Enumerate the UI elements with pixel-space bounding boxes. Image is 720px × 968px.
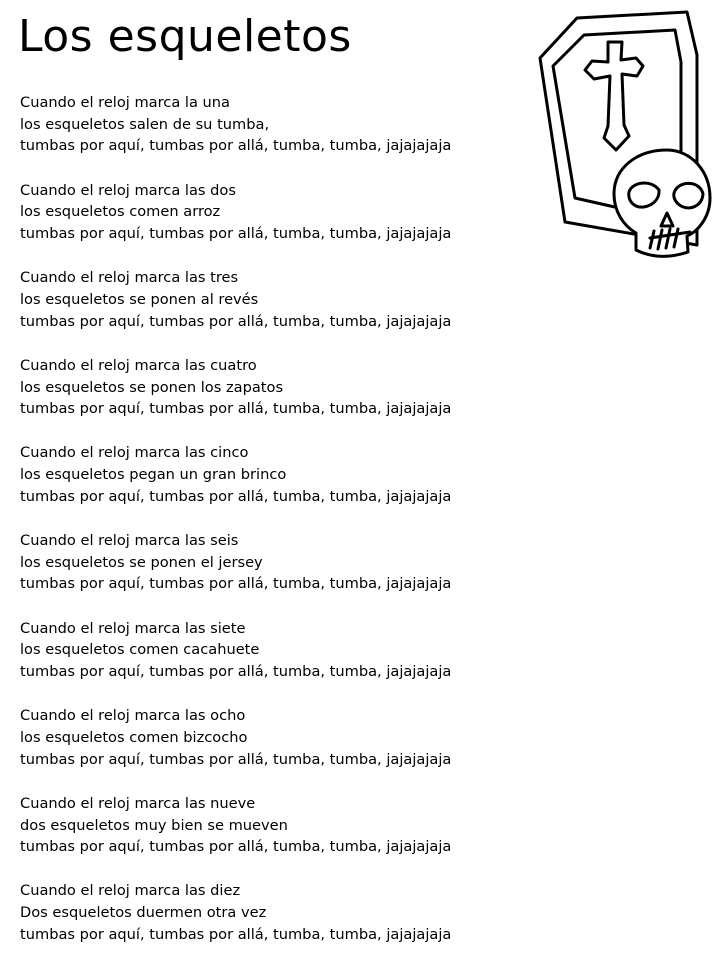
- lyric-line: los esqueletos comen cacahuete: [20, 641, 260, 659]
- stanza-7: [20, 618, 540, 683]
- lyric-line: Dos esqueletos duermen otra vez: [20, 904, 267, 922]
- stanza-10: [20, 880, 540, 945]
- lyric-line: tumbas por aquí, tumbas por allá, tumba, tumba, jajajajaja: [20, 838, 452, 856]
- lyric-line: los esqueletos salen de su tumba,: [20, 115, 270, 133]
- stanza-9: [20, 793, 540, 858]
- lyric-line: dos esqueletos muy bien se mueven: [20, 816, 288, 834]
- lyric-line: tumbas por aquí, tumbas por allá, tumba, tumba, jajajajaja: [20, 312, 452, 330]
- lyric-line: Cuando el reloj marca las dos: [20, 181, 236, 199]
- lyric-line: Cuando el reloj marca las seis: [20, 532, 239, 550]
- lyric-line: tumbas por aquí, tumbas por allá, tumba, tumba, jajajajaja: [20, 925, 452, 943]
- lyric-line: los esqueletos comen bizcocho: [20, 728, 248, 746]
- lyric-line: los esqueletos se ponen los zapatos: [20, 378, 284, 396]
- lyric-line: Cuando el reloj marca las tres: [20, 269, 239, 287]
- stanza-8: [20, 705, 540, 770]
- lyric-line: tumbas por aquí, tumbas por allá, tumba, tumba, jajajajaja: [20, 400, 452, 418]
- lyric-line: tumbas por aquí, tumbas por allá, tumba, tumba, jajajajaja: [20, 225, 452, 243]
- lyric-line: Cuando el reloj marca las siete: [20, 619, 246, 637]
- stanza-2: [20, 180, 540, 245]
- lyric-line: Cuando el reloj marca las cinco: [20, 444, 249, 462]
- lyric-line: Cuando el reloj marca las nueve: [20, 794, 256, 812]
- stanza-1: [20, 92, 540, 157]
- stanza-5: [20, 442, 540, 507]
- lyric-line: los esqueletos pegan un gran brinco: [20, 466, 287, 484]
- lyric-line: Cuando el reloj marca las cuatro: [20, 356, 257, 374]
- lyric-line: los esqueletos comen arroz: [20, 203, 221, 221]
- lyrics: [20, 92, 540, 968]
- lyric-line: tumbas por aquí, tumbas por allá, tumba, tumba, jajajajaja: [20, 575, 452, 593]
- lyric-line: Cuando el reloj marca la una: [20, 94, 230, 111]
- lyric-line: tumbas por aquí, tumbas por allá, tumba, tumba, jajajajaja: [20, 663, 452, 681]
- stanza-3: [20, 267, 540, 332]
- lyric-line: los esqueletos se ponen al revés: [20, 290, 259, 308]
- stanza-6: [20, 530, 540, 595]
- lyric-line: tumbas por aquí, tumbas por allá, tumba, tumba, jajajajaja: [20, 750, 452, 768]
- lyric-line: Cuando el reloj marca las diez: [20, 882, 241, 900]
- lyric-line: tumbas por aquí, tumbas por allá, tumba, tumba, jajajajaja: [20, 487, 452, 505]
- stanza-4: [20, 355, 540, 420]
- lyric-line: tumbas por aquí, tumbas por allá, tumba, tumba, jajajajaja: [20, 137, 452, 155]
- lyric-line: los esqueletos se ponen el jersey: [20, 553, 263, 571]
- page-title: Los esqueletos: [18, 11, 352, 62]
- lyric-line: Cuando el reloj marca las ocho: [20, 707, 246, 725]
- tombstone-skull-illustration: [530, 6, 715, 264]
